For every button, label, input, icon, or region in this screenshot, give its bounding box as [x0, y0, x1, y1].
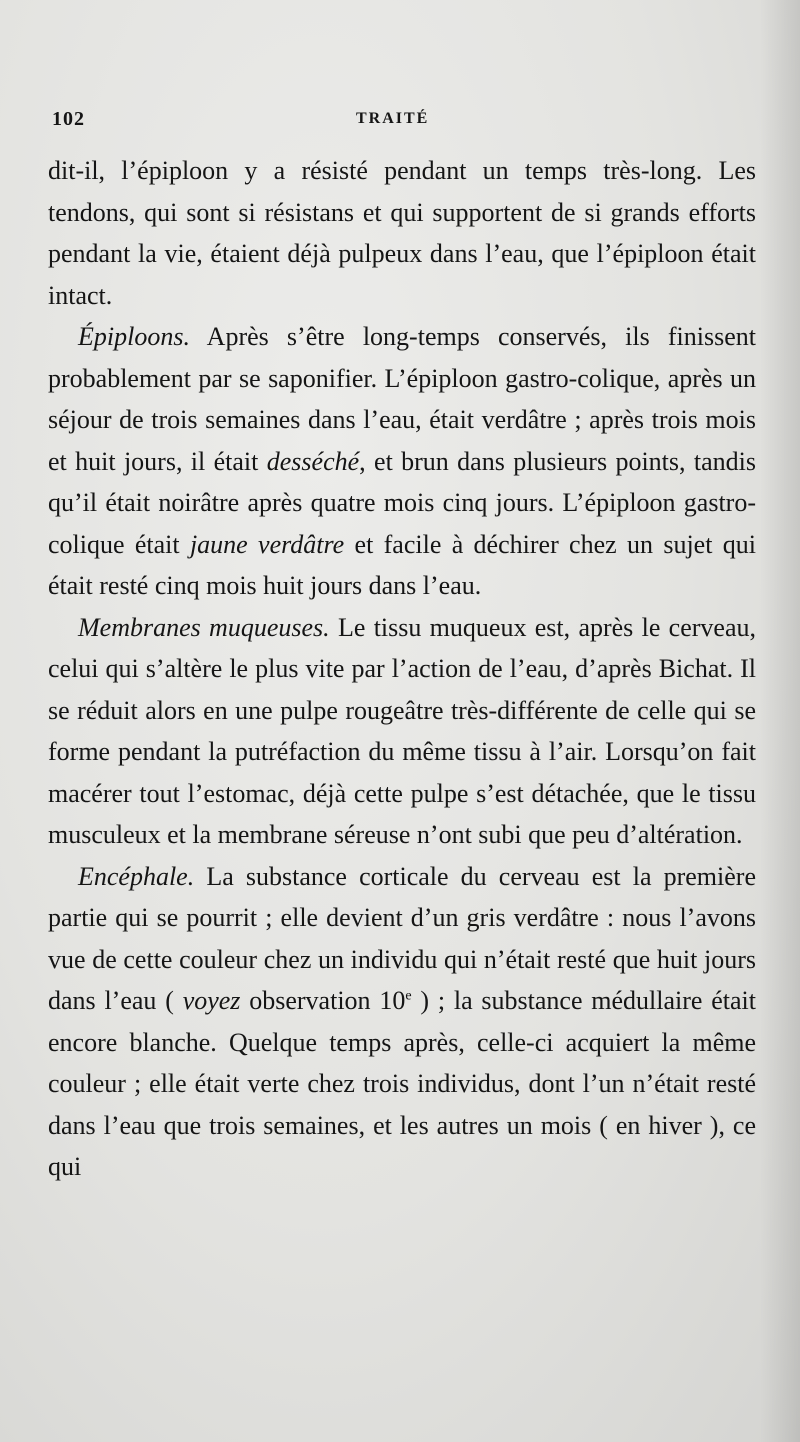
paragraph-epiploons [48, 316, 756, 607]
text-run: La substance corticale du cerveau est la première partie qui se pourrit ; elle devient d’un gris verdâtre : nous l’avons vue de cette couleur chez un individu qui n’était resté que huit jours dans l’eau ( [48, 861, 756, 1015]
paragraph-encephale [48, 856, 756, 1188]
text-run: observation 10 [240, 986, 406, 1015]
section-heading-epiploons: Épiploons. [78, 322, 190, 351]
text-run: dit-il, l’épiploon y a résisté pendant un temps très-long. Les tendons, qui sont si résistans et qui supportent de si grands efforts pendant la vie, étaient déjà pulpeux dans l’eau, que l’épiploon était intact. [48, 156, 756, 310]
italic-term: voyez [182, 986, 241, 1015]
page-header [52, 108, 752, 138]
text-run: ) ; la substance médullaire était encore blanche. Quelque temps après, celle-ci acquiert la même couleur ; elle était verte chez trois individus, dont l’un n’était resté dans l’eau que trois semaines, et les autres un mois ( en hiver ), ce qui [48, 986, 757, 1181]
text-run: , et brun dans plusieurs points, tandis qu’il était noirâtre après quatre mois cinq jours. L’épiploon gastro-colique était [48, 446, 756, 559]
text-run: et facile à déchirer chez un sujet qui était resté cinq mois huit jours dans l’eau. [48, 529, 757, 600]
paragraph-membranes-muqueuses [48, 607, 756, 856]
text-run: Après s’être long-temps conservés, ils finissent probablement par se saponifier. L’épiploon gastro-colique, après un séjour de trois semaines dans l’eau, était verdâtre ; après trois mois et huit jours, il était [48, 322, 756, 476]
italic-term: desséché [266, 446, 360, 476]
page-number: 102 [52, 108, 85, 130]
section-heading-encephale: Encéphale. [78, 861, 195, 891]
running-title: TRAITÉ [356, 110, 430, 127]
italic-term: jaune verdâtre [189, 529, 345, 559]
text-run: Le tissu muqueux est, après le cerveau, celui qui s’altère le plus vite par l’action de l’eau, d’après Bichat. Il se réduit alors en une pulpe rougeâtre très-différente de celle qui se forme pendant la putréfaction du même tissu à l’air. Lorsqu’on fait macérer tout l’estomac, déjà cette pulpe s’est détachée, que le tissu musculeux et la membrane séreuse n’ont subi que peu d’altération. [48, 612, 756, 849]
paragraph-epiploon-continued [48, 150, 756, 316]
superscript: e [405, 988, 412, 1004]
section-heading-membranes-muqueuses: Membranes muqueuses. [78, 612, 330, 642]
body-text [48, 150, 756, 1188]
